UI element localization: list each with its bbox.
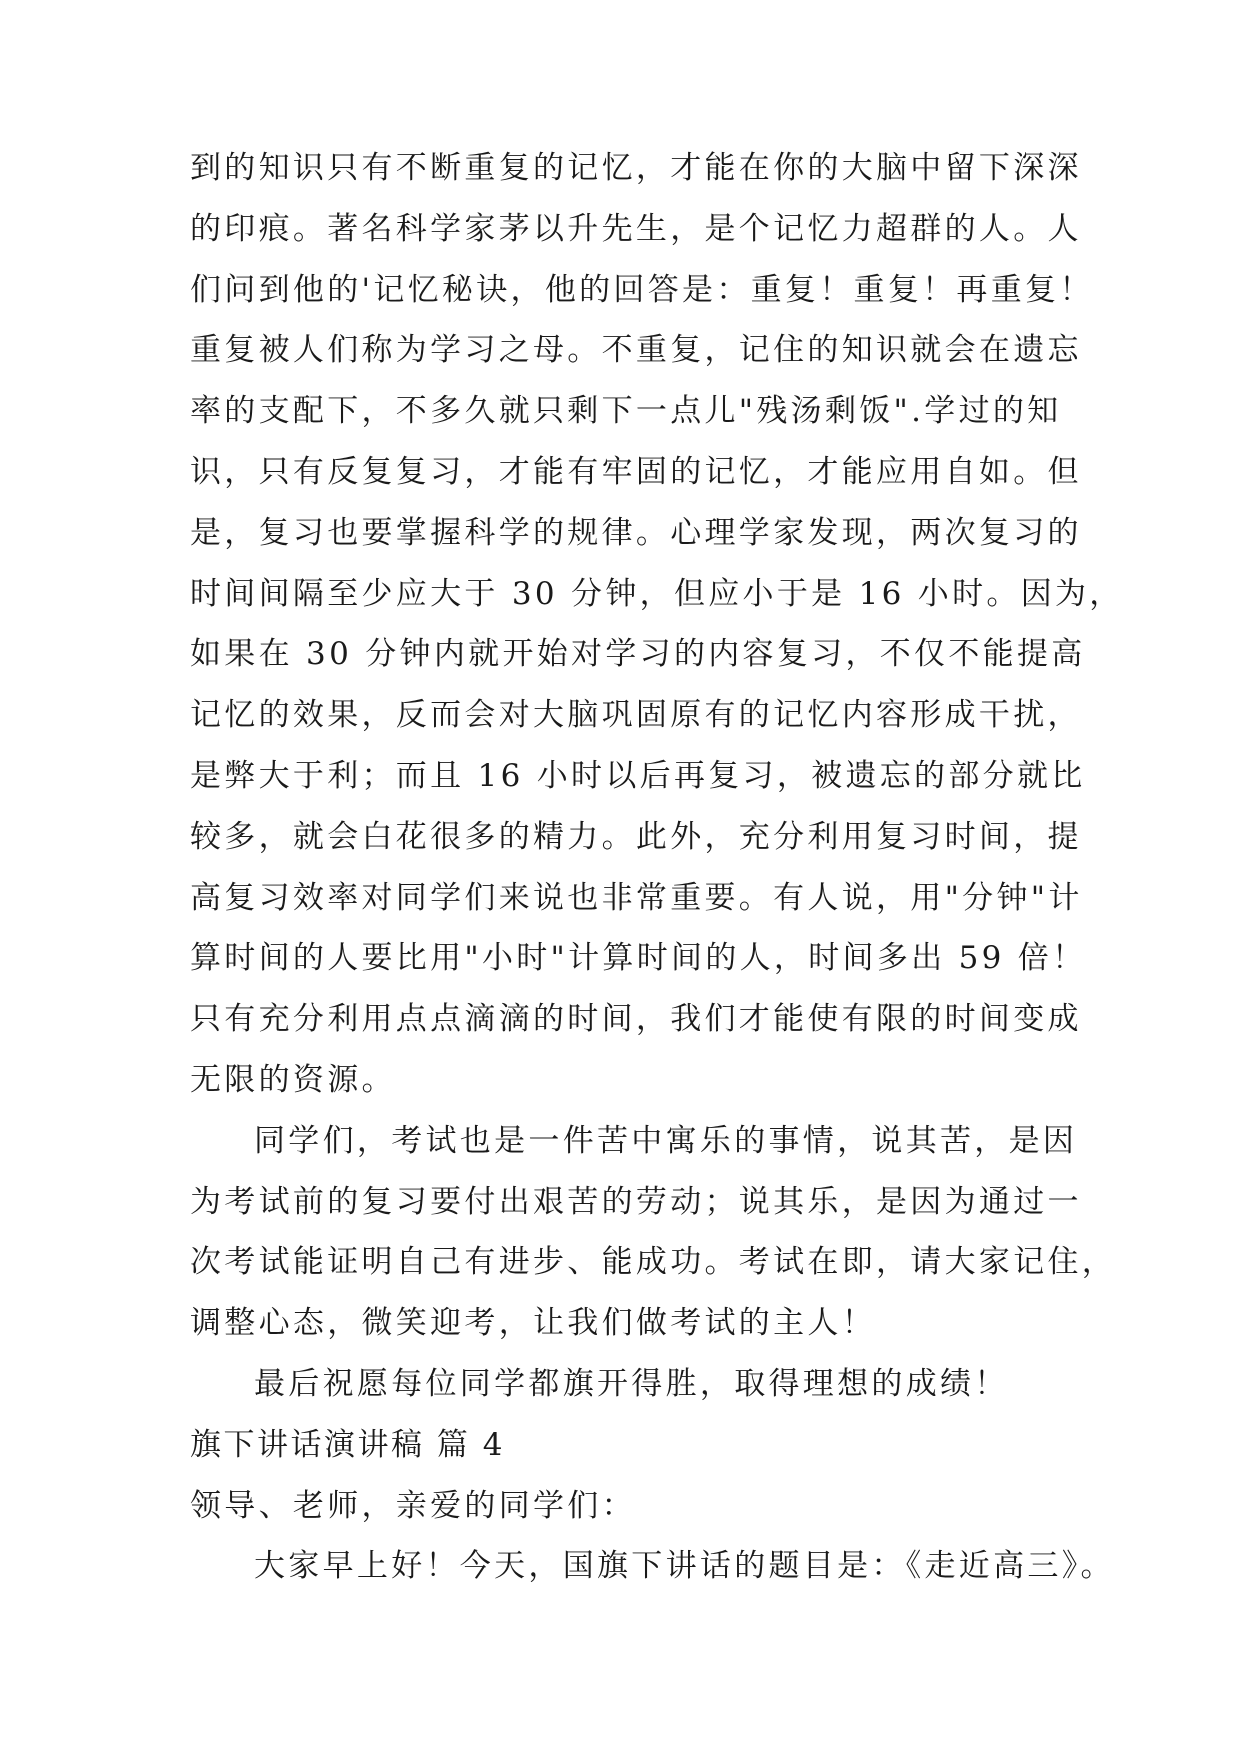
salutation-line: 领导、老师，亲爱的同学们： (190, 1487, 636, 1524)
text-line: 重复被人们称为学习之母。不重复，记住的知识就会在遗忘 (190, 332, 1082, 369)
text-line: 到的知识只有不断重复的记忆，才能在你的大脑中留下深深 (190, 150, 1082, 186)
paragraph-start-line: 大家早上好！今天，国旗下讲话的题目是：《走近高三》。 (254, 1548, 1115, 1585)
paragraph-start-line: 同学们，考试也是一件苦中寓乐的事情，说其苦，是因 (254, 1122, 1078, 1159)
text-line: 时间间隔至少应大于 30 分钟，但应小于是 16 小时。因为， (190, 575, 1124, 612)
document-body (190, 138, 1124, 1597)
text-line: 高复习效率对同学们来说也非常重要。有人说，用"分钟"计 (190, 879, 1083, 916)
paragraph-start-line: 最后祝愿每位同学都旗开得胜，取得理想的成绩！ (254, 1365, 1009, 1402)
text-line: 率的支配下，不多久就只剩下一点儿"残汤剩饭".学过的知 (190, 393, 1062, 430)
text-line: 是弊大于利；而且 16 小时以后再复习，被遗忘的部分就比 (190, 757, 1086, 794)
text-line: 算时间的人要比用"小时"计算时间的人，时间多出 59 倍！ (190, 940, 1087, 977)
text-line: 调整心态，微笑迎考，让我们做考试的主人！ (190, 1305, 876, 1342)
text-line: 如果在 30 分钟内就开始对学习的内容复习，不仅不能提高 (190, 636, 1086, 673)
text-line: 次考试能证明自己有进步、能成功。考试在即，请大家记住， (190, 1244, 1117, 1281)
text-line: 无限的资源。 (190, 1061, 396, 1098)
text-line: 识，只有反复复习，才能有牢固的记忆，才能应用自如。但 (190, 453, 1082, 490)
text-line: 的印痕。著名科学家茅以升先生，是个记忆力超群的人。人 (190, 210, 1082, 247)
section-heading: 旗下讲话演讲稿 篇 4 (190, 1426, 505, 1463)
text-line: 只有充分利用点点滴滴的时间，我们才能使有限的时间变成 (190, 1001, 1082, 1038)
text-line: 记忆的效果，反而会对大脑巩固原有的记忆内容形成干扰， (190, 697, 1082, 734)
text-line: 是，复习也要掌握科学的规律。心理学家发现，两次复习的 (190, 514, 1082, 551)
text-line: 较多，就会白花很多的精力。此外，充分利用复习时间，提 (190, 818, 1082, 855)
text-line: 为考试前的复习要付出艰苦的劳动；说其乐，是因为通过一 (190, 1183, 1082, 1220)
text-line: 们问到他的'记忆秘诀，他的回答是：重复！重复！再重复！ (190, 271, 1094, 308)
